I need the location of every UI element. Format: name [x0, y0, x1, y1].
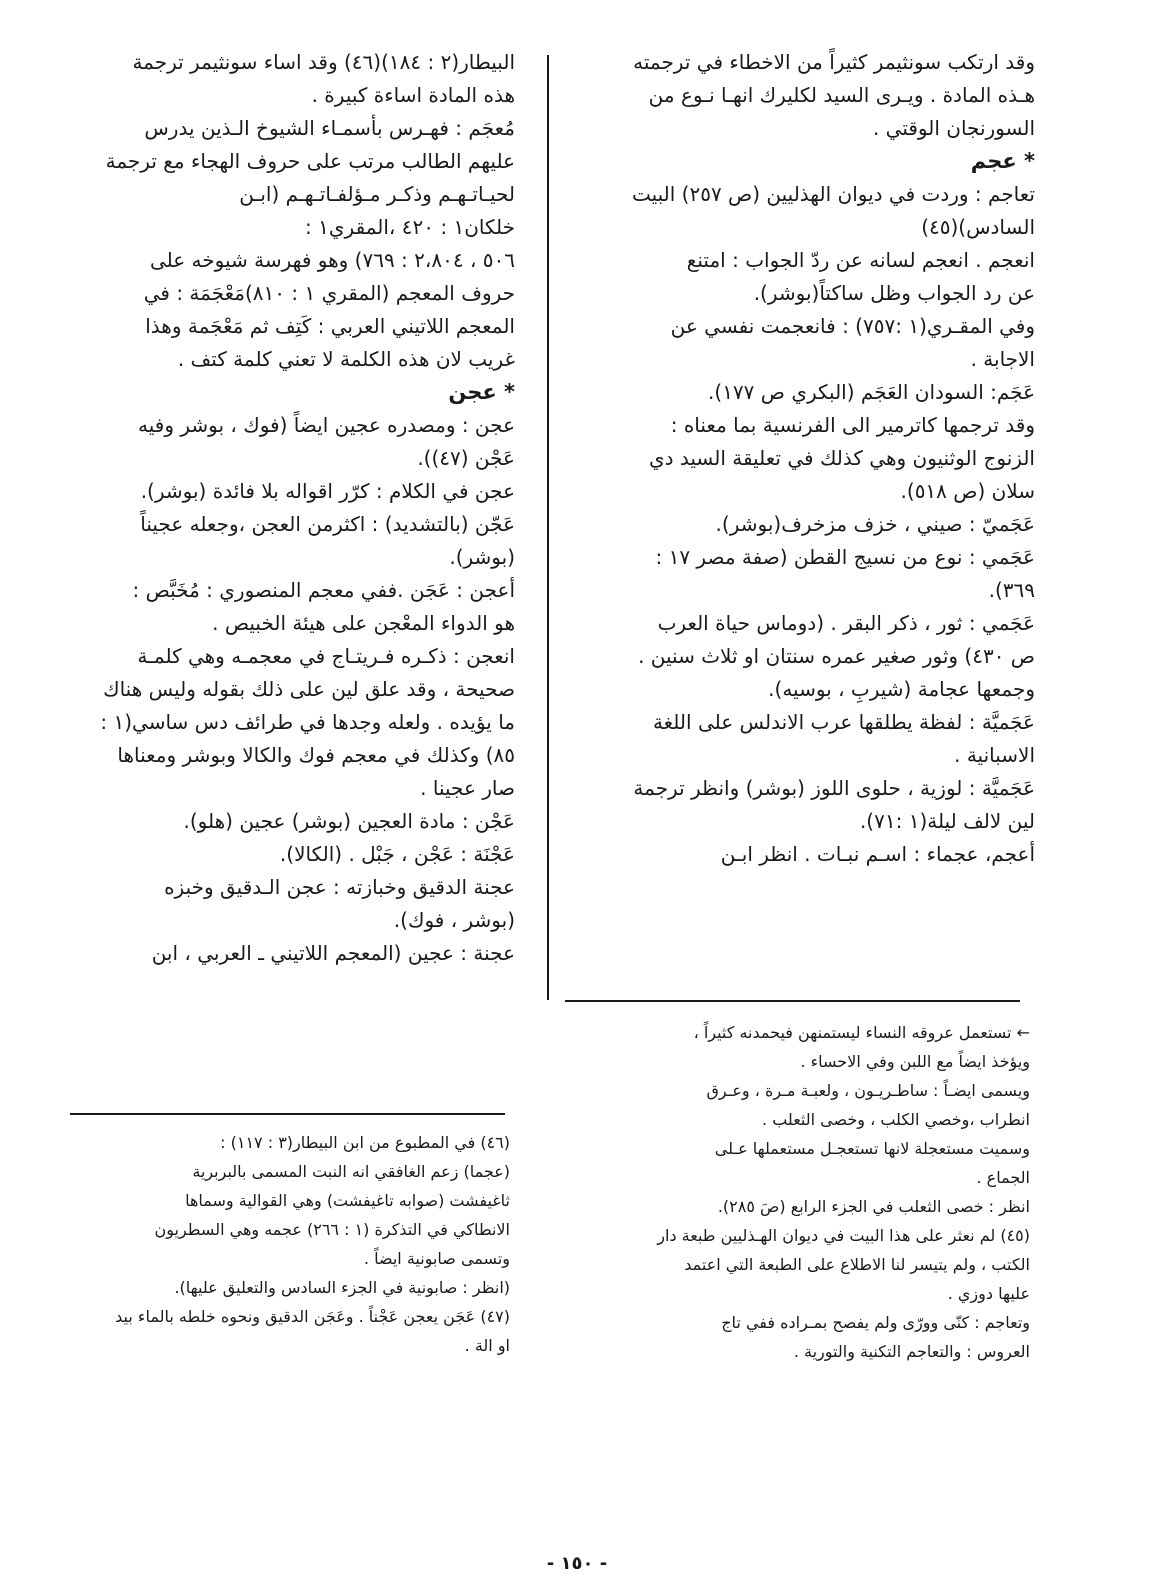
text-line: انعجم . انعجم لسانه عن ردّ الجواب : امتنع: [686, 248, 1035, 272]
text-line: الزنوج الوثنيون وهي كذلك في تعليقة السيد دي: [648, 446, 1035, 470]
text-line: خلكان١ : ٤٢٠ ،المقري١ :: [305, 215, 515, 239]
text-line: هو الدواء المعْجن على هيئة الخبيص .: [212, 611, 515, 635]
footnote-line: وسميت مستعجلة لانها تستعجـل مستعملها عـلى: [714, 1139, 1030, 1158]
text-line: السورنجان الوقتي .: [872, 116, 1035, 140]
text-line: انعجن : ذكـره فـريتـاج في معجمـه وهي كلمـة: [137, 644, 515, 668]
footnote-line: (انظر : صابونية في الجزء السادس والتعليق عليها).: [174, 1278, 510, 1297]
text-line: لحيـاتـهـم وذكـر مـؤلفـاتـهـم (ابـن: [239, 182, 515, 206]
text-line: ٣٦٩).: [988, 578, 1035, 602]
section-heading: * عجم: [970, 149, 1035, 173]
footnote-line: العروس : والتعاجم التكنية والتورية .: [793, 1342, 1030, 1361]
text-line: وقد ترجمها كاترمير الى الفرنسية بما معناه :: [670, 413, 1035, 437]
text-line: المعجم اللاتيني العربي : كَتِف ثم مَعْجَمة وهذا: [145, 314, 515, 338]
text-line: غريب لان هذه الكلمة لا تعني كلمة كتف .: [177, 347, 515, 371]
text-line: عَجَمي : نوع من نسيج القطن (صفة مصر ١٧ :: [655, 545, 1035, 569]
text-line: عَجَميَّة : لفظة يطلقها عرب الاندلس على اللغة: [652, 710, 1035, 734]
text-line: عن رد الجواب وظل ساكتاً(بوشر).: [753, 281, 1035, 305]
text-line: عجن : ومصدره عجين ايضاً (فوك ، بوشر وفيه: [138, 413, 515, 437]
text-line: وفي المقـري(١ :٧٥٧) : فانعجمت نفسي عن: [670, 314, 1035, 338]
text-line: لين لالف ليلة(١ :٧١).: [859, 809, 1035, 833]
text-line: ٥٠٦ ، ٢،٨٠٤ : ٧٦٩) وهو فهرسة شيوخه على: [149, 248, 515, 272]
footnote-line: عليها دوزي .: [947, 1284, 1030, 1303]
footnote-line: انظر : خصى الثعلب في الجزء الرابع (صَ ٢٨٥).: [717, 1197, 1030, 1216]
footnote-line: ثاغيفشت (صوابه تاغيفشت) وهي القوالية وسماها: [185, 1191, 510, 1210]
text-line: هذه المادة اساءة كبيرة .: [311, 83, 515, 107]
text-line: (بوشر ، فوك).: [393, 908, 515, 932]
footnote-line: ويسمى ايضـاً : ساطـريـون ، ولعبـة مـرة ، وعـرق: [706, 1081, 1030, 1100]
text-line: الاسبانية .: [954, 743, 1035, 767]
footnote-separator: [70, 1113, 505, 1115]
footnote-line: وتسمى صابونية ايضاً .: [363, 1249, 510, 1268]
text-line: عَجْنَة : عَجْن ، جَبْل . (الكالا).: [279, 842, 515, 866]
footnote-line: (٤٥) لم نعثر على هذا البيت في ديوان الهـذليين طبعة دار: [657, 1226, 1030, 1245]
text-line: عَجّن (بالتشديد) : اكثرمن العجن ،وجعله عجيناً: [140, 512, 515, 536]
text-line: ص ٤٣٠) وثور صغير عمره سنتان او ثلاث سنين .: [638, 644, 1035, 668]
footnote-line: ← تستعمل عروقه النساء ليستمنهن فيحمدنه كثيراً ،: [693, 1023, 1030, 1042]
footnotes-left: [70, 1128, 510, 1360]
text-line: (بوشر).: [449, 545, 515, 569]
footnote-line: (٤٧) عَجَن يعجن عَجْناً . وعَجَن الدقيق ونحوه خلطه بالماء بيد: [115, 1307, 510, 1326]
text-line: أعجم، عجماء : اسـم نبـات . انظر ابـن: [720, 842, 1035, 866]
footnote-line: الجماع .: [976, 1168, 1030, 1187]
text-line: عَجْن : مادة العجين (بوشر) عجين (هلو).: [183, 809, 515, 833]
footnotes-right: [575, 1018, 1030, 1366]
footnote-separator: [565, 1000, 1020, 1002]
footnote-line: ويؤخذ ايضاً مع اللبن وفي الاحساء .: [800, 1052, 1030, 1071]
footnote-line: (عجما) زعم الغافقي انه النبت المسمى بالبربرية: [192, 1162, 510, 1181]
column-divider: [547, 55, 549, 1000]
page-number: - ١٥٠ -: [546, 1553, 608, 1574]
text-line: وقد ارتكب سونثيمر كثيراً من الاخطاء في ترجمته: [633, 50, 1035, 74]
text-line: عَجَم: السودان العَجَم (البكري ص ١٧٧).: [708, 380, 1035, 404]
text-line: عَجَميّ : صيني ، خزف مزخرف(بوشر).: [715, 512, 1035, 536]
text-line: سلان (ص ٥١٨).: [900, 479, 1035, 503]
section-heading: * عجن: [448, 380, 515, 404]
text-line: الاجابة .: [970, 347, 1035, 371]
text-line: تعاجم : وردت في ديوان الهذليين (ص ٢٥٧) البيت: [631, 182, 1035, 206]
text-line: السادس)(٤٥): [921, 215, 1035, 239]
text-line: عَجَميَّة : لوزية ، حلوى اللوز (بوشر) وانظر ترجمة: [633, 776, 1035, 800]
footnote-line: الكتب ، ولم يتيسر لنا الاطلاع على الطبعة التي اعتمد: [684, 1255, 1030, 1274]
text-line: مُعجَم : فهـرس بأسمـاء الشيوخ الـذين يدرس: [144, 116, 515, 140]
text-line: عجن في الكلام : كرّر اقواله بلا فائدة (بوشر).: [140, 479, 515, 503]
text-line: البيطار(٢ : ١٨٤)(٤٦) وقد اساء سونثيمر ترجمة: [132, 50, 515, 74]
text-line: ٨٥) وكذلك في معجم فوك والكالا وبوشر ومعناها: [117, 743, 515, 767]
text-line: حروف المعجم (المقري ١ : ٨١٠)مَعْجَمَة : في: [143, 281, 515, 305]
text-line: ما يؤيده . ولعله وجدها في طرائف دس ساسي(١ :: [100, 710, 515, 734]
text-line: هـذه المادة . ويـرى السيد لكليرك انهـا نـوع من: [648, 83, 1035, 107]
footnote-line: (٤٦) في المطبوع من ابن البيطار(٣ : ١١٧) :: [220, 1133, 510, 1152]
text-line: صحيحة ، وقد علق لين على ذلك بقوله وليس هناك: [103, 677, 515, 701]
text-line: أعجن : عَجَن .ففي معجم المنصوري : مُخَبَّص :: [132, 578, 515, 602]
footnote-line: انطراب ،وخصي الكلب ، وخصى الثعلب .: [762, 1110, 1030, 1129]
text-line: عجنة : عجين (المعجم اللاتيني ـ العربي ، ابن: [151, 941, 515, 965]
text-line: صار عجينا .: [420, 776, 515, 800]
footnote-line: وتعاجم : كنّى وورّى ولم يفصح بمـراده ففي تاج: [721, 1313, 1030, 1332]
text-line: عَجْن (٤٧)).: [417, 446, 515, 470]
footnote-line: الانطاكي في التذكرة (١ : ٢٦٦) عجمه وهي السطريون: [154, 1220, 510, 1239]
text-line: وجمعها عجامة (شيربِ ، بوسيه).: [768, 677, 1035, 701]
left-column: [70, 46, 515, 970]
text-line: عَجَمي : ثور ، ذكر البقر . (دوماس حياة العرب: [657, 611, 1035, 635]
right-column: [575, 46, 1035, 871]
footnote-line: او الة .: [464, 1336, 510, 1355]
text-line: عليهم الطالب مرتب على حروف الهجاء مع ترجمة: [105, 149, 515, 173]
text-line: عجنة الدقيق وخبازته : عجن الـدقيق وخبزه: [164, 875, 515, 899]
